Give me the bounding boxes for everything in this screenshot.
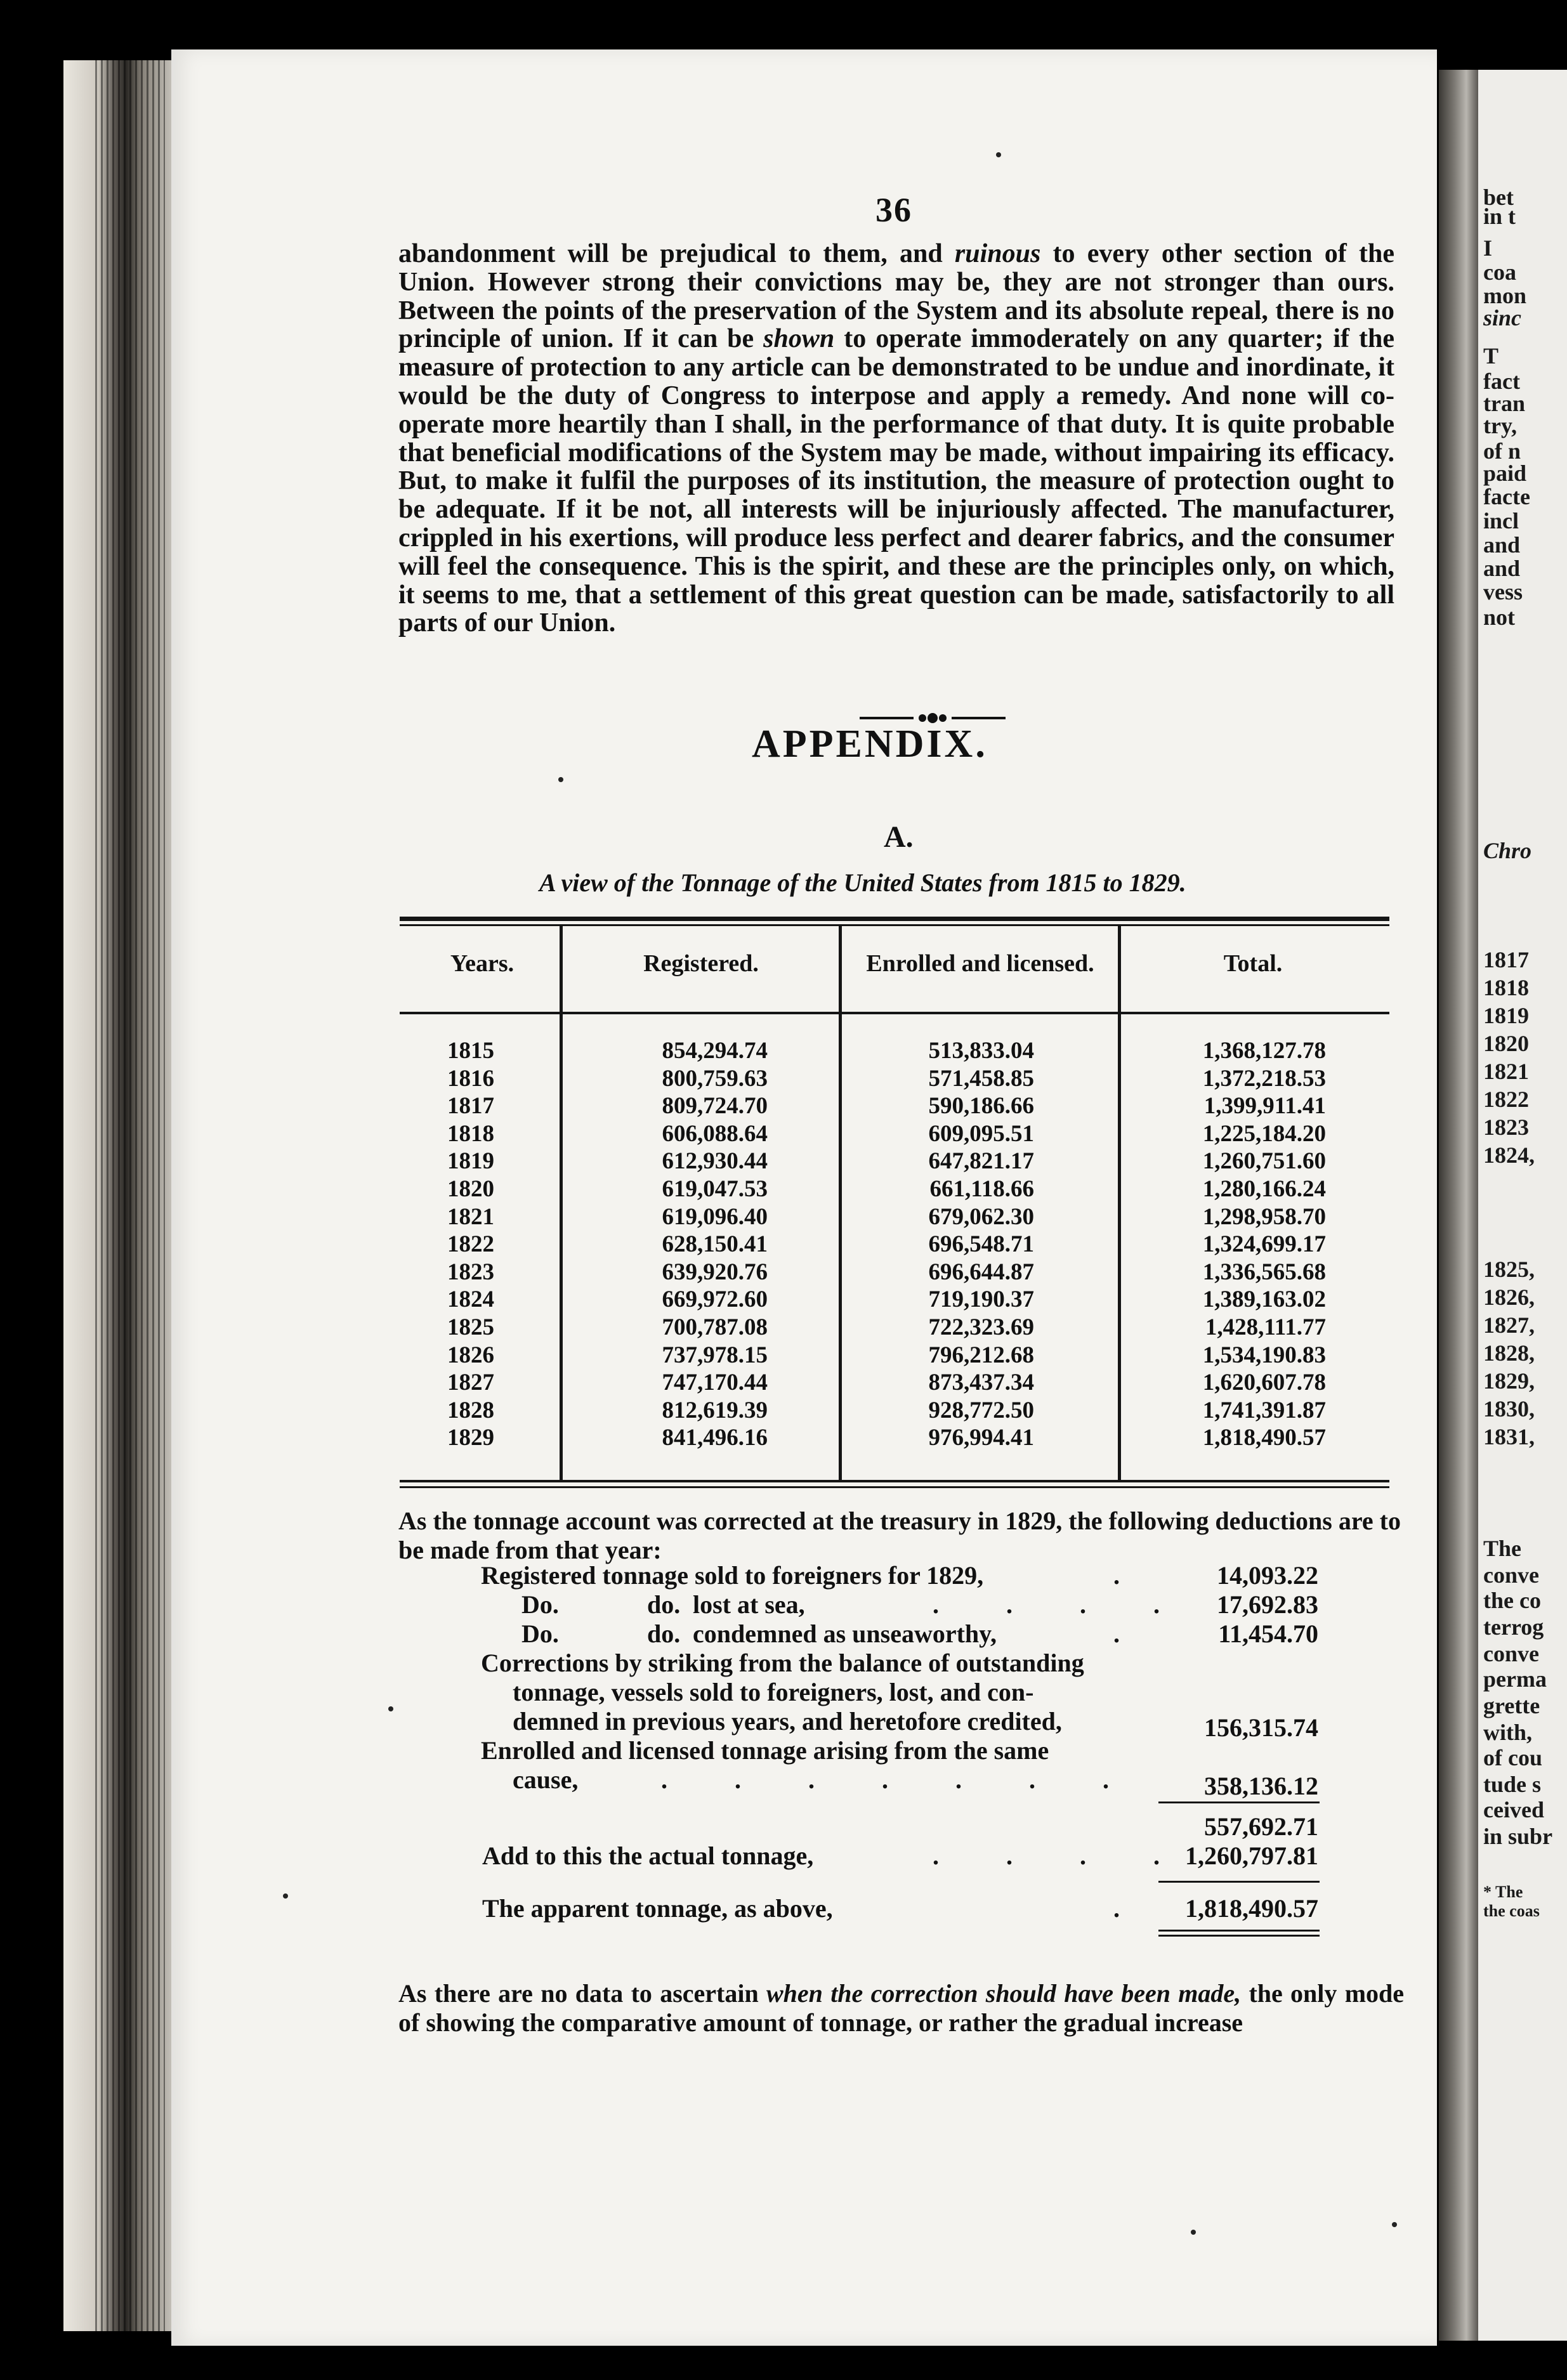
facing-page-fragment: I — [1483, 235, 1493, 261]
deductions-intro: As the tonnage account was corrected at the treasury in 1829, the following deductions are to be made from that year: — [398, 1507, 1401, 1564]
table-cell: 747,170.44 — [662, 1370, 768, 1396]
table-cell: 628,150.41 — [662, 1231, 768, 1258]
facing-page-fragment: mon — [1483, 283, 1527, 308]
table-cell: 590,186.66 — [928, 1093, 1034, 1120]
facing-page-fragment: The — [1483, 1536, 1522, 1561]
facing-page-fragment: 1819 — [1483, 1003, 1529, 1028]
subtotal-value: 557,692.71 — [1204, 1812, 1318, 1841]
table-cell: 612,930.44 — [662, 1148, 768, 1175]
facing-page-fragment: tran — [1483, 391, 1525, 416]
deduction-value: 11,454.70 — [1218, 1619, 1318, 1648]
facing-page-fragment: not — [1483, 605, 1516, 630]
table-cell: 513,833.04 — [928, 1038, 1034, 1064]
facing-page-fragment: 1818 — [1483, 975, 1529, 1000]
header-years: Years. — [450, 950, 515, 977]
table-cell: 1,225,184.20 — [1202, 1120, 1326, 1147]
page-edges — [95, 60, 165, 2331]
ditto-mark: do. — [647, 1590, 681, 1619]
facing-page — [1478, 70, 1567, 2341]
facing-page-fragment: in t — [1483, 204, 1516, 229]
table-cell: 1,336,565.68 — [1202, 1259, 1326, 1285]
table-divider — [1118, 924, 1121, 1481]
table-cell: 722,323.69 — [928, 1314, 1034, 1340]
column-registered — [609, 1037, 768, 1452]
leader-dots: . . . . . . . — [661, 1765, 1139, 1794]
deduction-label: lost at sea, — [693, 1590, 805, 1619]
table-cell: 1,389,163.02 — [1202, 1286, 1326, 1313]
facing-page-fragment: 1820 — [1483, 1031, 1529, 1056]
facing-page-fragment: T — [1483, 343, 1499, 369]
table-cell: 800,759.63 — [662, 1065, 768, 1092]
table-cell: 873,437.34 — [928, 1370, 1034, 1396]
leader-dots: . — [1113, 1561, 1150, 1590]
table-cell: 1823 — [447, 1259, 494, 1285]
table-cell: 1,741,391.87 — [1202, 1397, 1326, 1423]
facing-page-fragment: Chro — [1483, 838, 1532, 863]
add-label: Add to this the actual tonnage, — [482, 1841, 814, 1870]
table-cell: 700,787.08 — [662, 1314, 768, 1340]
facing-page-fragment: and — [1483, 556, 1521, 581]
table-cell: 1819 — [447, 1148, 494, 1175]
table-top-rule-thin — [400, 924, 1389, 926]
paragraph-text-1: abandonment will be prejudical to them, and — [398, 239, 955, 268]
deduction-value: 156,315.74 — [1204, 1713, 1318, 1742]
sum-rule — [1158, 1801, 1320, 1803]
deduction-value: 17,692.83 — [1217, 1590, 1318, 1619]
facing-page-fragment: in subr — [1483, 1824, 1553, 1849]
table-bottom-rule-thin — [400, 1486, 1389, 1488]
tonnage-table — [400, 917, 1389, 1494]
ditto-mark: do. — [647, 1619, 681, 1648]
table-cell: 1821 — [447, 1203, 494, 1230]
table-cell: 639,920.76 — [662, 1259, 768, 1285]
table-header-rule — [400, 1012, 1389, 1014]
table-cell: 796,212.68 — [928, 1342, 1034, 1368]
deduction-label: Enrolled and licensed tonnage arising from the same — [481, 1736, 1049, 1765]
facing-page-fragment: 1822 — [1483, 1087, 1529, 1112]
outro-text-2: the only mode of showing the comparative amount of tonnage, or rather the gradual increase — [398, 1979, 1405, 2037]
facing-page-fragment: 1831, — [1483, 1424, 1535, 1449]
facing-page-fragment: 1823 — [1483, 1115, 1529, 1140]
facing-page-fragment: conve — [1483, 1641, 1539, 1666]
facing-page-fragment: conve — [1483, 1562, 1539, 1588]
table-cell: 841,496.16 — [662, 1425, 768, 1451]
facing-page-fragment: ceived — [1483, 1797, 1544, 1822]
appendix-heading: APPENDIX. — [752, 723, 988, 766]
paragraph-italic-1: ruinous — [954, 239, 1041, 268]
page-number: 36 — [875, 191, 912, 229]
facing-page-fragment: of cou — [1483, 1745, 1542, 1770]
deduction-label: tonnage, vessels sold to foreigners, lost, and con- — [513, 1678, 1034, 1706]
facing-page-fragment: sinc — [1483, 305, 1522, 330]
facing-page-fragment: 1827, — [1483, 1312, 1535, 1338]
table-cell: 619,047.53 — [662, 1175, 768, 1202]
table-cell: 719,190.37 — [928, 1286, 1034, 1313]
deduction-label: cause, — [513, 1765, 579, 1794]
table-cell: 1828 — [447, 1397, 494, 1423]
leader-dots: . — [1113, 1619, 1150, 1648]
facing-page-fragment: try, — [1483, 413, 1517, 438]
book-gutter — [1439, 70, 1478, 2341]
facing-page-fragment: * The — [1483, 1883, 1523, 1901]
table-cell: 1817 — [447, 1093, 494, 1120]
facing-page-fragment: tude s — [1483, 1772, 1542, 1797]
column-years — [447, 1037, 523, 1452]
ditto-mark: Do. — [521, 1590, 559, 1619]
section-letter: A. — [884, 820, 914, 854]
table-cell: 606,088.64 — [662, 1120, 768, 1147]
facing-page-fragment: 1821 — [1483, 1059, 1529, 1084]
paper-speck — [996, 152, 1001, 157]
table-cell: 1829 — [447, 1425, 494, 1451]
ditto-mark: Do. — [521, 1619, 559, 1648]
facing-page-fragment: paid — [1483, 461, 1527, 486]
facing-page-fragment: perma — [1483, 1666, 1547, 1692]
header-registered: Registered. — [643, 950, 759, 977]
table-caption: A view of the Tonnage of the United States from 1815 to 1829. — [539, 868, 1186, 897]
facing-page-fragment: 1828, — [1483, 1340, 1535, 1366]
table-cell: 669,972.60 — [662, 1286, 768, 1313]
leader-dots: . . . . — [933, 1841, 1190, 1870]
add-value: 1,260,797.81 — [1185, 1841, 1318, 1870]
paper-speck — [1191, 2230, 1196, 2235]
leader-dots: . . . . — [933, 1590, 1190, 1619]
table-cell: 696,644.87 — [928, 1259, 1034, 1285]
table-cell: 737,978.15 — [662, 1342, 768, 1368]
table-cell: 1818 — [447, 1120, 494, 1147]
facing-page-fragment: 1825, — [1483, 1257, 1535, 1282]
table-cell: 647,821.17 — [928, 1148, 1034, 1175]
deduction-label: Corrections by striking from the balance of outstanding — [481, 1649, 1084, 1677]
facing-page-fragment: 1824, — [1483, 1142, 1535, 1168]
table-cell: 571,458.85 — [928, 1065, 1034, 1092]
table-cell: 679,062.30 — [928, 1203, 1034, 1230]
header-total: Total. — [1223, 950, 1283, 977]
table-cell: 1,260,751.60 — [1202, 1148, 1326, 1175]
table-cell: 1825 — [447, 1314, 494, 1340]
facing-page-fragment: the co — [1483, 1588, 1541, 1613]
table-cell: 1824 — [447, 1286, 494, 1313]
facing-page-fragment: 1829, — [1483, 1368, 1535, 1394]
column-enrolled — [869, 1037, 1034, 1452]
facing-page-fragment: 1817 — [1483, 947, 1529, 972]
table-cell: 1815 — [447, 1038, 494, 1064]
table-cell: 1822 — [447, 1231, 494, 1258]
table-cell: 696,548.71 — [928, 1231, 1034, 1258]
table-cell: 1,298,958.70 — [1202, 1203, 1326, 1230]
deduction-label: condemned as unseaworthy, — [693, 1619, 997, 1648]
table-cell: 1,372,218.53 — [1202, 1065, 1326, 1092]
table-top-rule — [400, 917, 1389, 921]
table-cell: 976,994.41 — [928, 1425, 1034, 1451]
table-cell: 1,534,190.83 — [1202, 1342, 1326, 1368]
facing-page-fragment: vess — [1483, 579, 1523, 605]
sum-rule — [1158, 1881, 1320, 1883]
header-enrolled: Enrolled and licensed. — [866, 950, 1094, 977]
facing-page-fragment: the coas — [1483, 1902, 1540, 1920]
paragraph-text-3: to operate immoderately on any quarter; if the measure of protection to any article can be demonstrated to be undue and inordinate, it would be the duty of Congress to interpose and apply a remedy. And none will co-operate more heartily than I shall, in the performance of that duty. It is quite probable that beneficial modifications of the System may be made, without impairing its efficacy. But, to make it fulfil the purposes of its institution, the measure of protection ought to be adequate. If it be not, all interests will be injuriously affected. The manufacturer, crippled in his exertions, will produce less perfect and dearer fabrics, and the consumer will feel the consequence. This is the spirit, and these are the principles only, on which, it seems to me, that a settlement of this great question can be made, satisfactorily to all parts of our Union. — [398, 324, 1394, 638]
facing-page-fragment: grette — [1483, 1693, 1540, 1718]
facing-page-fragment: bet — [1483, 185, 1514, 210]
facing-page-fragment: fact — [1483, 369, 1520, 394]
facing-page-fragment: facte — [1483, 484, 1530, 509]
table-cell: 661,118.66 — [929, 1175, 1034, 1202]
deduction-value: 358,136.12 — [1204, 1772, 1318, 1800]
closing-text — [398, 1979, 1404, 2037]
apparent-value: 1,818,490.57 — [1185, 1894, 1318, 1923]
table-cell: 812,619.39 — [662, 1397, 768, 1423]
table-cell: 1826 — [447, 1342, 494, 1368]
table-cell: 1,280,166.24 — [1202, 1175, 1326, 1202]
facing-page-fragment: 1830, — [1483, 1396, 1535, 1422]
table-cell: 1,368,127.78 — [1202, 1038, 1326, 1064]
facing-page-fragment: 1826, — [1483, 1285, 1535, 1310]
leader-dots: . — [1113, 1894, 1150, 1923]
table-cell: 928,772.50 — [928, 1397, 1034, 1423]
table-divider — [839, 924, 842, 1481]
deduction-label: demned in previous years, and heretofore credited, — [513, 1707, 1062, 1736]
paper-speck — [388, 1706, 393, 1711]
table-cell: 1827 — [447, 1370, 494, 1396]
facing-page-fragment: and — [1483, 532, 1521, 558]
table-cell: 1,324,699.17 — [1202, 1231, 1326, 1258]
paper-speck — [1392, 2222, 1397, 2227]
facing-page-fragment: incl — [1483, 508, 1519, 533]
deduction-value: 14,093.22 — [1217, 1561, 1318, 1590]
table-cell: 1816 — [447, 1065, 494, 1092]
double-rule — [1158, 1935, 1320, 1937]
outro-italic: when the correction should have been made, — [766, 1979, 1242, 2008]
table-cell: 1,620,607.78 — [1202, 1370, 1326, 1396]
outro-text-1: As there are no data to ascertain — [398, 1979, 766, 2008]
table-cell: 619,096.40 — [662, 1203, 768, 1230]
facing-page-fragment: with, — [1483, 1720, 1533, 1745]
closing-paragraph — [398, 240, 1394, 638]
table-divider — [560, 924, 563, 1481]
table-bottom-rule — [400, 1480, 1389, 1482]
column-total — [1148, 1037, 1326, 1452]
table-cell: 1,818,490.57 — [1202, 1425, 1326, 1451]
table-cell: 609,095.51 — [928, 1120, 1034, 1147]
table-cell: 1,399,911.41 — [1203, 1093, 1326, 1120]
paragraph-text-2: to every other section of the Union. However strong their convictions may be, they are not stronger than ours. Between the points of the preservation of the System and its absolute repeal, there is no principle of union. If it can be — [398, 239, 1394, 354]
paragraph-italic-2: shown — [763, 324, 835, 354]
apparent-label: The apparent tonnage, as above, — [482, 1894, 833, 1923]
table-cell: 1820 — [447, 1175, 494, 1202]
deduction-label: Registered tonnage sold to foreigners for 1829, — [481, 1561, 984, 1590]
paper-speck — [283, 1893, 288, 1899]
double-rule — [1158, 1930, 1320, 1932]
table-cell: 809,724.70 — [662, 1093, 768, 1120]
paper-speck — [558, 777, 563, 782]
facing-page-fragment: terrog — [1483, 1614, 1544, 1640]
table-cell: 854,294.74 — [662, 1038, 768, 1064]
facing-page-fragment: of n — [1483, 438, 1521, 464]
facing-page-fragment: coa — [1483, 259, 1516, 285]
table-cell: 1,428,111.77 — [1205, 1314, 1326, 1340]
